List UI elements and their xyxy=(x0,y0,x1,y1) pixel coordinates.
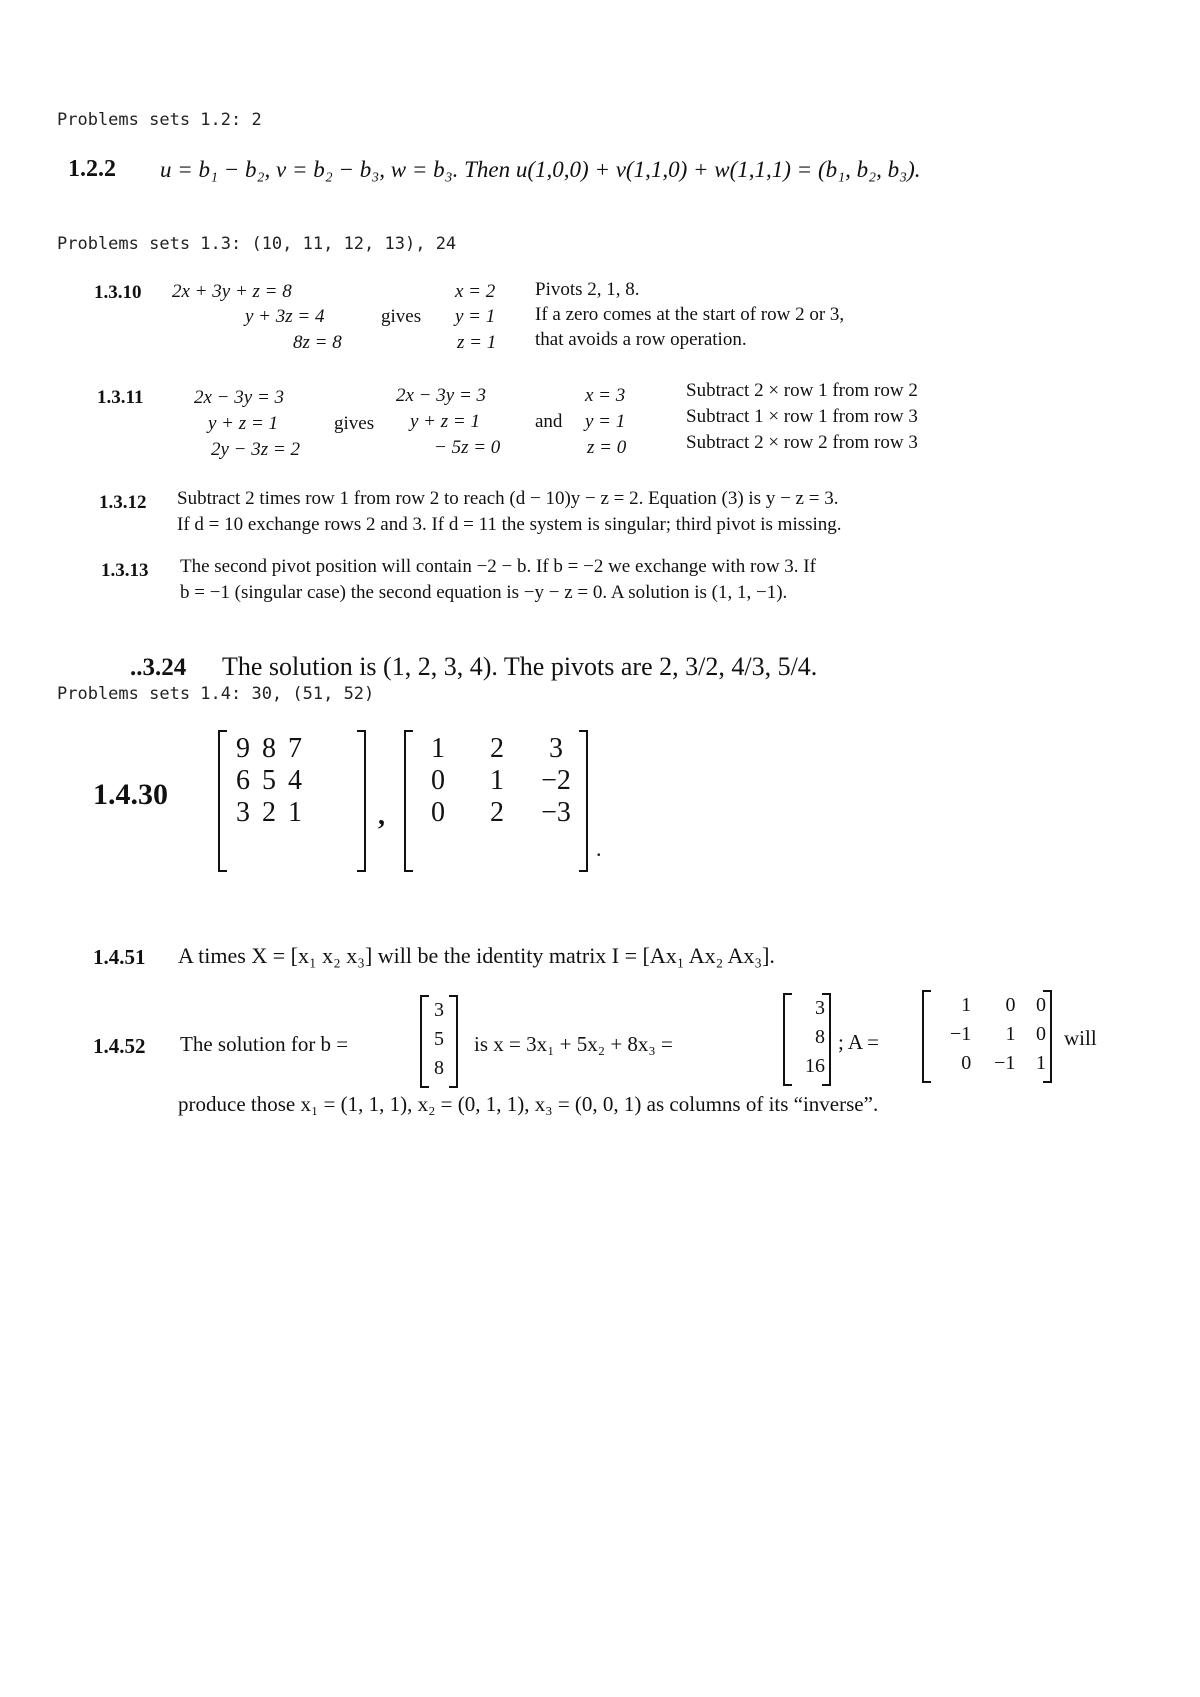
system-1-3-11-row3: 2y − 3z = 2 xyxy=(211,439,300,460)
system2-1-3-11-row2: y + z = 1 xyxy=(410,411,480,432)
problem-label-1-3-24: ..3.24 xyxy=(130,654,187,681)
result-1-3-10-z: z = 1 xyxy=(457,332,497,353)
section-header-1-4: Problems sets 1.4: 30, (51, 52) xyxy=(57,684,375,704)
note-1-3-11-c: Subtract 2 × row 2 from row 3 xyxy=(686,432,918,453)
problem-label-1-3-10: 1.3.10 xyxy=(94,282,142,303)
vector-x: 3 8 16 xyxy=(783,993,831,1086)
comma: , xyxy=(378,800,385,831)
problem-label-1-3-11: 1.3.11 xyxy=(97,387,144,408)
problem-1-3-12-line1: Subtract 2 times row 1 from row 2 to reach (d − 10)y − z = 2. Equation (3) is y − z = 3. xyxy=(177,488,839,509)
result-1-3-11-y: y = 1 xyxy=(585,411,626,432)
vector-b: 3 5 8 xyxy=(420,995,458,1088)
problem-1-3-13-line2: b = −1 (singular case) the second equation is −y − z = 0. A solution is (1, 1, −1). xyxy=(180,582,788,603)
matrix-1-4-30-a: 9 8 7 6 5 4 3 2 1 xyxy=(218,730,366,872)
problem-label-1-4-30: 1.4.30 xyxy=(93,778,168,811)
problem-1-2-2-text: u = b₁ − b₂, v = b₂ − b₃, w = b₃. Then u(1,0,0) + v(1,1,0) + w(1,1,1) = (b₁, b₂, b₃). xyxy=(160,157,921,182)
period: . xyxy=(596,836,602,861)
result-1-3-10-y: y = 1 xyxy=(455,306,496,327)
problem-1-4-52-will: will xyxy=(1064,1026,1097,1050)
problem-label-1-4-51: 1.4.51 xyxy=(93,945,146,969)
problem-1-4-52-last: produce those x₁ = (1, 1, 1), x₂ = (0, 1, 1), x₃ = (0, 0, 1) as columns of its “inverse”. xyxy=(178,1092,879,1116)
problem-label-1-4-52: 1.4.52 xyxy=(93,1034,146,1058)
problem-1-3-12-line2: If d = 10 exchange rows 2 and 3. If d = 11 the system is singular; third pivot is missing. xyxy=(177,514,842,535)
note-1-3-10-c: that avoids a row operation. xyxy=(535,329,747,350)
system-1-3-10-row3: 8z = 8 xyxy=(293,332,342,353)
note-1-3-10-a: Pivots 2, 1, 8. xyxy=(535,279,640,300)
system-1-3-11-row1: 2x − 3y = 3 xyxy=(194,387,285,408)
section-header-1-3: Problems sets 1.3: (10, 11, 12, 13), 24 xyxy=(57,234,457,254)
gives-word: gives xyxy=(381,306,422,327)
result-1-3-10-x: x = 2 xyxy=(455,281,496,302)
note-1-3-10-b: If a zero comes at the start of row 2 or 3, xyxy=(535,304,845,325)
problem-label-1-3-13: 1.3.13 xyxy=(101,560,149,581)
system2-1-3-11-row1: 2x − 3y = 3 xyxy=(396,385,487,406)
matrix-1-4-30-b: 1 2 3 0 1 −2 0 2 −3 xyxy=(404,730,588,872)
result-1-3-11-z: z = 0 xyxy=(587,437,627,458)
note-1-3-11-b: Subtract 1 × row 1 from row 3 xyxy=(686,406,918,427)
problem-1-3-13-line1: The second pivot position will contain −2 − b. If b = −2 we exchange with row 3. If xyxy=(180,556,816,577)
problem-1-3-24-text: The solution is (1, 2, 3, 4). The pivots are 2, 3/2, 4/3, 5/4. xyxy=(222,652,818,681)
gives-word-2: gives xyxy=(334,413,375,434)
matrix-A: 1 0 0 −1 1 0 0 −1 1 xyxy=(922,990,1052,1083)
system-1-3-11-row2: y + z = 1 xyxy=(208,413,278,434)
problem-1-4-52-semi: ; A = xyxy=(838,1030,880,1054)
problem-label-1-2-2: 1.2.2 xyxy=(68,156,116,182)
system-1-3-10-row1: 2x + 3y + z = 8 xyxy=(172,281,292,302)
system-1-3-10-row2: y + 3z = 4 xyxy=(245,306,325,327)
system2-1-3-11-row3: − 5z = 0 xyxy=(434,437,501,458)
problem-1-4-52-pre: The solution for b = xyxy=(180,1032,349,1056)
and-word: and xyxy=(535,411,563,432)
problem-label-1-3-12: 1.3.12 xyxy=(99,492,147,513)
note-1-3-11-a: Subtract 2 × row 1 from row 2 xyxy=(686,380,918,401)
problem-1-4-52-mid: is x = 3x₁ + 5x₂ + 8x₃ = xyxy=(474,1032,673,1056)
section-header-1-2: Problems sets 1.2: 2 xyxy=(57,110,262,130)
result-1-3-11-x: x = 3 xyxy=(585,385,626,406)
problem-1-4-51-text: A times X = [x₁ x₂ x₃] will be the identity matrix I = [Ax₁ Ax₂ Ax₃]. xyxy=(178,943,775,968)
